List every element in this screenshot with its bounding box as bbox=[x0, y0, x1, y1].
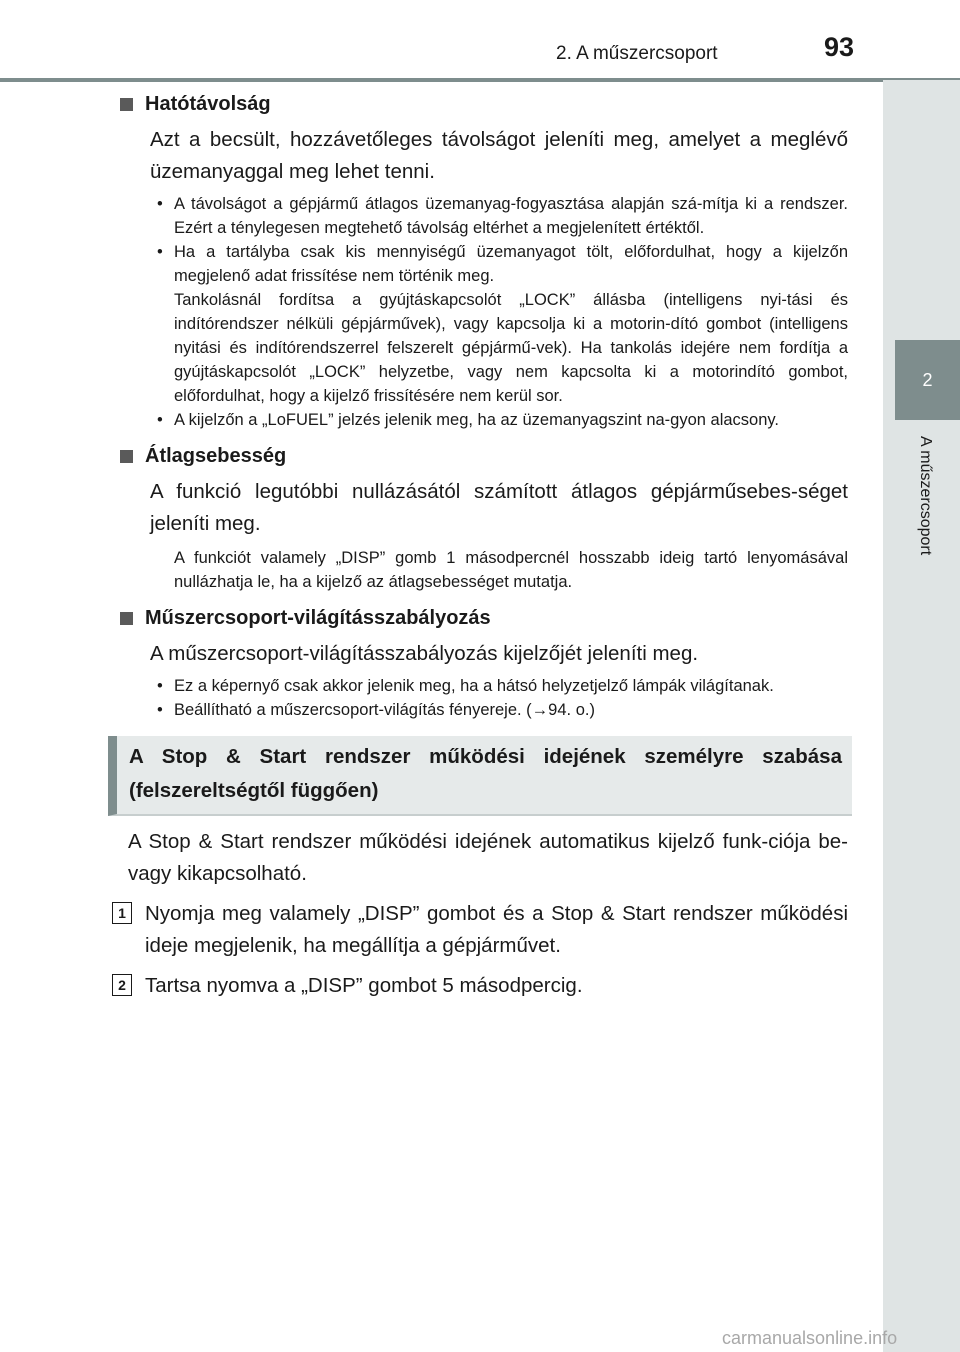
bullet-item: • Ha a tartályba csak kis mennyiségű üzemanyagot tölt, előfordulhat, hogy a kijelzőn megjelenő adat frissítése nem történik meg. Tankolásnál fordítsa a gyújtáskapcsolót „LOCK” állásba (intelligens nyi-tási és indítórendszer nélküli gépjárművek), vagy kapcsolja ki a motorin-dító gombot (intelligens nyitási és indítórendszerrel felszerelt gépjármű-vek). Ha tankolás idejére nem fordítja a gyújtáskapcsolót „LOCK” helyzetbe, vagy nem kapcsolta ki a motorindító gombot, előfordulhat, hogy a kijelző frissítésére nem kerül sor. bbox=[174, 240, 848, 408]
section-heading-range: Hatótávolság bbox=[120, 90, 848, 118]
step-item bbox=[120, 970, 848, 1002]
chapter-tab[interactable] bbox=[895, 340, 960, 420]
square-bullet-icon bbox=[120, 98, 133, 111]
section-body-avg-speed: A funkció legutóbbi nullázásától számított átlagos gépjárműsebes-séget jeleníti meg. bbox=[150, 480, 848, 535]
section-note-avg-speed: A funkciót valamely „DISP” gomb 1 másodpercnél hosszabb ideig tartó lenyomásával nullázhatja le, ha a kijelző az átlagsebességet mutatja. bbox=[174, 549, 848, 591]
header-title: 2. A műszercsoport bbox=[556, 43, 718, 64]
section-brightness bbox=[120, 604, 848, 722]
stop-start-section-title: A Stop & Start rendszer működési idejének személyre szabása (felszereltségtől függően) bbox=[108, 736, 852, 816]
side-strip bbox=[883, 80, 960, 1352]
page-number: 93 bbox=[824, 32, 855, 62]
header-rule bbox=[0, 78, 960, 82]
square-bullet-icon bbox=[120, 450, 133, 463]
bullet-item: • Ez a képernyő csak akkor jelenik meg, ha a hátsó helyzetjelző lámpák világítanak. bbox=[174, 674, 848, 698]
step-text: Tartsa nyomva a „DISP” gombot 5 másodpercig. bbox=[145, 974, 583, 997]
step-number-badge: 1 bbox=[112, 902, 132, 924]
watermark: carmanualsonline.info bbox=[722, 1328, 898, 1348]
section-body-brightness: A műszercsoport-világításszabályozás kijelzőjét jeleníti meg. bbox=[150, 642, 699, 665]
section-range bbox=[120, 90, 848, 432]
step-text: Nyomja meg valamely „DISP” gombot és a Stop & Start rendszer működési ideje megjelenik, ha megállítja a gépjárművet. bbox=[145, 902, 848, 957]
bullet-list-brightness bbox=[120, 674, 848, 722]
step-item bbox=[120, 898, 848, 962]
section-body-range: Azt a becsült, hozzávetőleges távolságot jeleníti meg, amelyet a meglévő üzemanyaggal meg lehet tenni. bbox=[150, 128, 848, 183]
step-number-badge: 2 bbox=[112, 974, 132, 996]
chapter-tab-label: A műszercsoport bbox=[917, 436, 934, 556]
bullet-item: • A távolságot a gépjármű átlagos üzemanyag-fogyasztása alapján szá-mítja ki a rendszer. Ezért a ténylegesen megtehető távolság eltérhet a megjelenített értéktől. bbox=[174, 192, 848, 240]
square-bullet-icon bbox=[120, 612, 133, 625]
stop-start-intro: A Stop & Start rendszer működési idejének automatikus kijelző funk-ciója be- vagy kikapcsolható. bbox=[128, 830, 848, 885]
bullet-item: • A kijelzőn a „LoFUEL” jelzés jelenik meg, ha az üzemanyagszint na-gyon alacsony. bbox=[174, 408, 848, 432]
bullet-list-range bbox=[120, 192, 848, 432]
section-avg-speed bbox=[120, 442, 848, 594]
page-content bbox=[120, 90, 848, 1002]
bullet-item: • Beállítható a műszercsoport-világítás fényereje. (→94. o.) bbox=[174, 698, 848, 722]
section-heading-avg-speed: Átlagsebesség bbox=[120, 442, 848, 470]
section-heading-brightness: Műszercsoport-világításszabályozás bbox=[120, 604, 848, 632]
bullet-continuation: Tankolásnál fordítsa a gyújtáskapcsolót „LOCK” állásba (intelligens nyi-tási és indítórendszer nélküli gépjárművek), vagy kapcsolja ki a motorin-dító gombot (intelligens nyitási és indítórendszerrel felszerelt gépjármű-vek). Ha tankolás idejére nem fordítja a gyújtáskapcsolót „LOCK” helyzetbe, vagy nem kapcsolta ki a motorindító gombot, előfordulhat, hogy a kijelző frissítésére nem kerül sor. bbox=[174, 291, 848, 405]
chapter-tab-number: 2 bbox=[922, 369, 933, 390]
